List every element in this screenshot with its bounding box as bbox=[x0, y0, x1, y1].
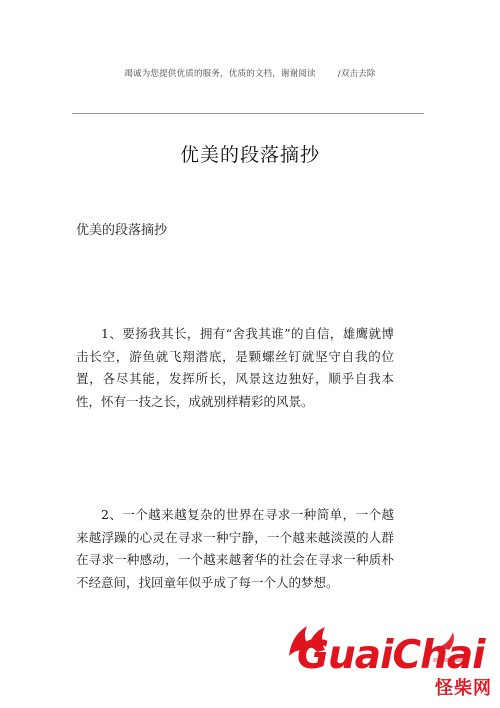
paragraph-1: 1、要扬我其长，拥有“舍我其谁”的自信，雄鹰就博击长空，游鱼就飞翔潜底，是颗螺丝钉就坚守自我的位置，各尽其能，发挥所长，风景这边独好，顺乎自我本性，怀有一技之长，成就别样精彩的风景。 bbox=[76, 326, 394, 409]
header-note bbox=[0, 67, 500, 79]
watermark-chinese: 怪柴网 bbox=[435, 678, 492, 699]
watermark-brand: GuaiChai bbox=[297, 633, 485, 678]
document-title: 优美的段落摘抄 bbox=[179, 144, 320, 166]
header-note-text: 竭诚为您提供优质的服务，优质的文档，谢谢阅读 bbox=[124, 69, 316, 79]
header-divider bbox=[72, 113, 424, 114]
paragraph-2: 2、一个越来越复杂的世界在寻求一种简单，一个越来越浮躁的心灵在寻求一种宁静，一个越来越淡漠的人群在寻求一种感动，一个越来越奢华的社会在寻求一种质朴 不经意间，找回童年似乎成了每一个人的梦想。 bbox=[76, 507, 407, 590]
watermark-logo bbox=[283, 618, 500, 708]
header-note-remove[interactable]: /双击去除 bbox=[337, 69, 376, 79]
document-subtitle: 优美的段落摘抄 bbox=[76, 223, 168, 238]
